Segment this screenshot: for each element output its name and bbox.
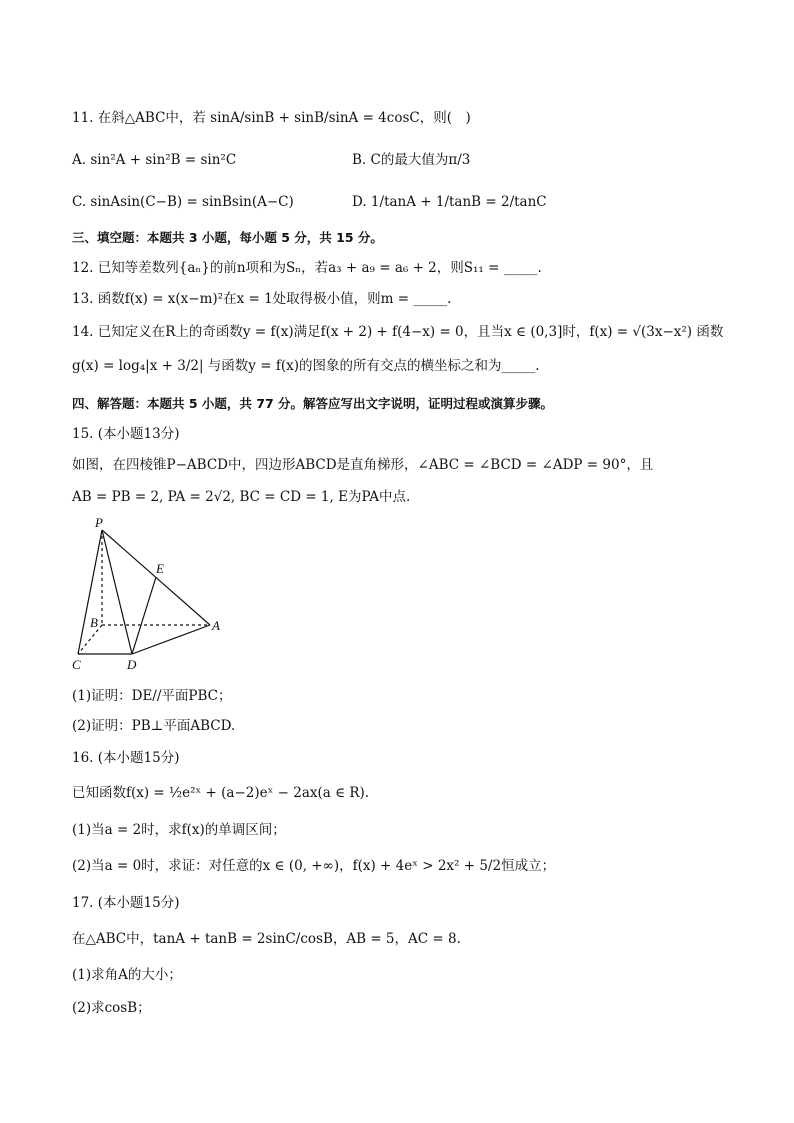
q11-option-c: C. sinAsin(C−B) = sinBsin(A−C) — [72, 194, 294, 210]
q15-part1: (1)证明：DE//平面PBC； — [72, 688, 232, 704]
section3-heading: 三、填空题：本题共 3 小题，每小题 5 分，共 15 分。 — [72, 230, 383, 245]
edge-de — [132, 577, 156, 654]
q11-stem: 11. 在斜△ABC中，若 sinA/sinB + sinB/sinA = 4cosC，则( ) — [72, 110, 471, 126]
section4-heading: 四、解答题：本题共 5 小题，共 77 分。解答应写出文字说明，证明过程或演算步骤。 — [72, 396, 554, 411]
q16-stem: 已知函数f(x) = ½e²ˣ + (a−2)eˣ − 2ax(a ∈ R). — [72, 785, 370, 801]
vertex-label-b: B — [90, 615, 98, 630]
vertex-label-c: C — [72, 657, 81, 672]
q13-text: 13. 函数f(x) = x(x−m)²在x = 1处取得极小值，则m = _____. — [72, 291, 452, 307]
q12-text: 12. 已知等差数列{aₙ}的前n项和为Sₙ，若a₃ + a₉ = a₆ + 2，则S₁₁ = _____. — [72, 260, 542, 276]
q16-part1: (1)当a = 2时，求f(x)的单调区间； — [72, 822, 286, 838]
q16-part2: (2)当a = 0时，求证：对任意的x ∈ (0, +∞)，f(x) + 4eˣ > 2x² + 5/2恒成立； — [72, 858, 556, 874]
q11-option-d: D. 1/tanA + 1/tanB = 2/tanC — [352, 194, 547, 210]
q17-part1: (1)求角A的大小； — [72, 967, 182, 983]
q15-title: 15. (本小题13分) — [72, 426, 180, 442]
vertex-label-a: A — [212, 618, 220, 633]
q11-option-a: A. sin²A + sin²B = sin²C — [72, 152, 237, 168]
q17-part2: (2)求cosB； — [72, 1000, 151, 1016]
q15-line2: AB = PB = 2, PA = 2√2, BC = CD = 1, E为PA中点. — [72, 489, 411, 505]
edge-pd — [102, 530, 132, 654]
q14-line2: g(x) = log₄|x + 3/2| 与函数y = f(x)的图象的所有交点的横坐标之和为_____. — [72, 358, 540, 374]
edge-da — [132, 625, 210, 654]
q11-option-b: B. C的最大值为π/3 — [352, 152, 471, 168]
q16-title: 16. (本小题15分) — [72, 750, 180, 766]
q14-line1: 14. 已知定义在R上的奇函数y = f(x)满足f(x + 2) + f(4−x) = 0，且当x ∈ (0,3]时，f(x) = √(3x−x²) 函数 — [72, 324, 724, 340]
vertex-label-e: E — [156, 561, 164, 576]
q17-stem: 在△ABC中，tanA + tanB = 2sinC/cosB，AB = 5，AC = 8. — [72, 931, 461, 947]
q15-part2: (2)证明：PB⊥平面ABCD. — [72, 718, 236, 734]
pyramid-figure — [70, 514, 230, 674]
edge-pc — [78, 530, 102, 654]
q17-title: 17. (本小题15分) — [72, 895, 180, 911]
q15-line1: 如图，在四棱锥P−ABCD中，四边形ABCD是直角梯形，∠ABC = ∠BCD = ∠ADP = 90°，且 — [72, 457, 654, 473]
vertex-label-p: P — [95, 515, 103, 530]
vertex-label-d: D — [127, 657, 137, 672]
